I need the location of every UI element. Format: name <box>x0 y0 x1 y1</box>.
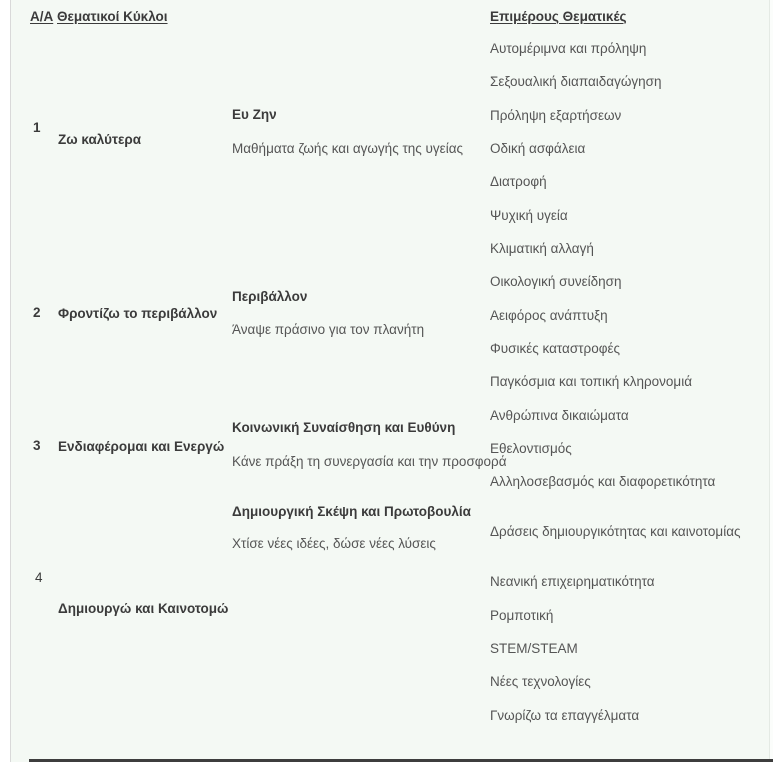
subtheme-item: Φυσικές καταστροφές <box>490 341 620 357</box>
subtheme-item: Διατροφή <box>490 174 547 190</box>
subtheme-item: STEM/STEAM <box>490 640 578 656</box>
subtheme-list <box>490 41 770 741</box>
cycle-1-description: Μαθήματα ζωής και αγωγής της υγείας <box>232 141 464 156</box>
subtheme-item: Οδική ασφάλεια <box>490 141 586 157</box>
cycle-2-description: Άναψε πράσινο για τον πλανήτη <box>232 322 425 337</box>
subtheme-item: Αλληλοσεβασμός και διαφορετικότητα <box>490 474 716 490</box>
cycle-2-subtitle: Περιβάλλον <box>232 289 308 304</box>
subtheme-item: Πρόληψη εξαρτήσεων <box>490 107 622 123</box>
cycle-4-title: Δημιουργώ και Καινοτομώ <box>58 601 229 616</box>
subtheme-item: Ρομποτική <box>490 607 554 623</box>
subtheme-item: Νεανική επιχειρηματικότητα <box>490 574 655 590</box>
cycle-4-subtitle: Δημιουργική Σκέψη και Πρωτοβουλία <box>232 504 471 519</box>
subtheme-item: Εθελοντισμός <box>490 441 572 457</box>
subtheme-item: Σεξουαλική διαπαιδαγώγηση <box>490 74 662 90</box>
subtheme-item: Κλιματική αλλαγή <box>490 241 594 257</box>
cycle-4-description: Χτίσε νέες ιδέες, δώσε νέες λύσεις <box>232 536 436 551</box>
subtheme-item: Γνωρίζω τα επαγγέλματα <box>490 707 640 723</box>
cycle-2-number: 2 <box>33 305 41 320</box>
cycle-3-title: Ενδιαφέρομαι και Ενεργώ <box>58 439 225 454</box>
left-gutter <box>0 0 10 762</box>
subtheme-item: Παγκόσμια και τοπική κληρονομιά <box>490 374 693 390</box>
column-header-cycles: Θεματικοί Κύκλοι <box>57 9 168 24</box>
subtheme-item: Αειφόρος ανάπτυξη <box>490 307 608 323</box>
cycle-1-subtitle: Ευ Ζην <box>232 107 277 122</box>
subtheme-item: Αυτομέριμνα και πρόληψη <box>490 41 647 56</box>
cycle-2-title: Φροντίζω το περιβάλλον <box>58 306 218 321</box>
cycle-3-subtitle: Κοινωνική Συναίσθηση και Ευθύνη <box>232 420 456 435</box>
cycle-3-number: 3 <box>33 438 41 453</box>
cycle-4-number: 4 <box>35 570 43 585</box>
subtheme-item: Οικολογική συνείδηση <box>490 274 622 290</box>
cycle-1-number: 1 <box>33 120 41 135</box>
left-border-line <box>10 0 11 762</box>
column-header-subthemes: Επιμέρους Θεματικές <box>490 9 627 24</box>
subtheme-item: Ψυχική υγεία <box>490 207 568 223</box>
subtheme-item: Ανθρώπινα δικαιώματα <box>490 407 629 423</box>
column-header-aa: Α/Α <box>30 9 54 24</box>
cycle-3-description: Κάνε πράξη τη συνεργασία και την προσφορά <box>232 454 507 469</box>
subtheme-item: Νέες τεχνολογίες <box>490 674 591 690</box>
subtheme-item: Δράσεις δημιουργικότητας και καινοτομίας <box>490 523 741 539</box>
cycle-1-title: Ζω καλύτερα <box>58 132 142 147</box>
